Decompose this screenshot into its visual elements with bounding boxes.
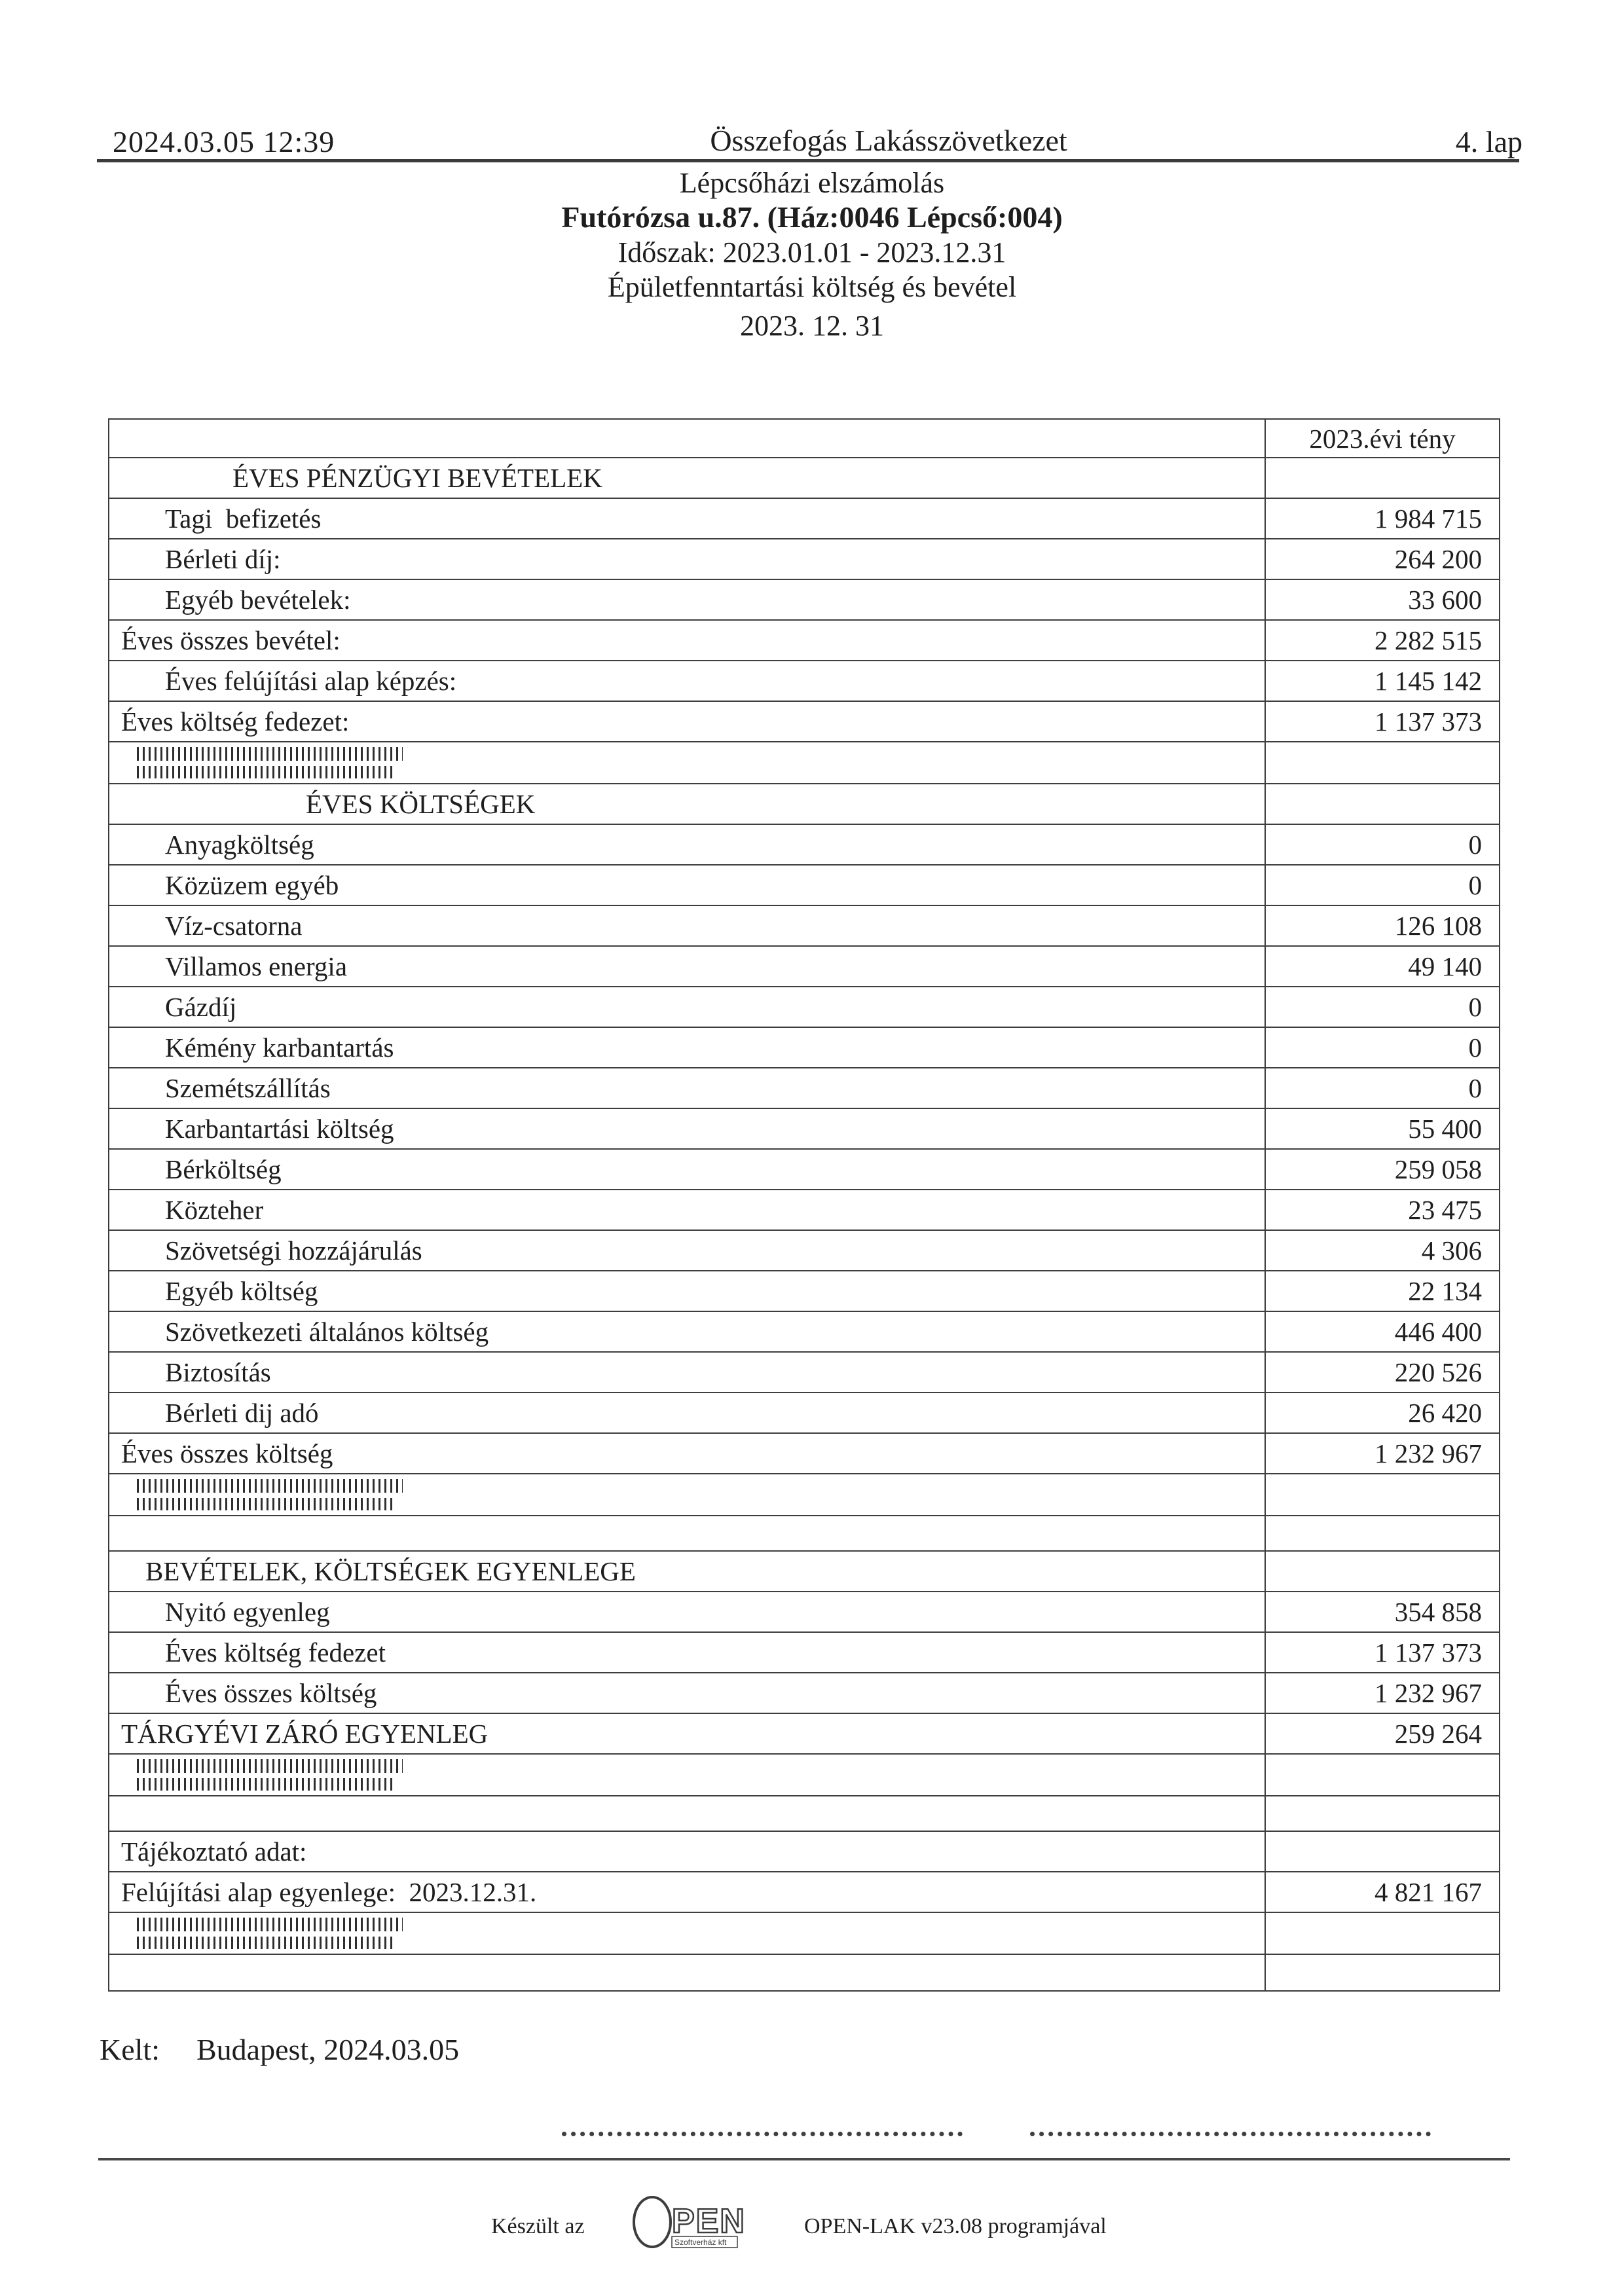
- row-label-cell: Tájékoztató adat:: [109, 1832, 1266, 1871]
- table-header-row: [109, 420, 1499, 458]
- table-row: [109, 987, 1499, 1028]
- row-value-cell: 1 137 373: [1375, 706, 1482, 737]
- hatch-mark: [137, 1937, 394, 1949]
- row-label-cell: [109, 1516, 1266, 1550]
- table-row: [109, 458, 1499, 499]
- table-row: [109, 1231, 1499, 1271]
- row-label-cell: Szemétszállítás: [109, 1068, 1266, 1108]
- row-value-cell: [1266, 1552, 1499, 1591]
- table-row: [109, 1955, 1499, 1990]
- row-value-cell: 33 600: [1408, 585, 1482, 615]
- hatch-mark: [137, 1759, 403, 1773]
- row-value-cell: 26 420: [1408, 1398, 1482, 1428]
- table-row: [109, 1434, 1499, 1474]
- row-value-cell: 1 232 967: [1375, 1438, 1482, 1468]
- section-label-cell: ÉVES KÖLTSÉGEK: [109, 784, 1266, 824]
- row-label-cell: Éves összes költség: [109, 1434, 1266, 1473]
- row-label-cell: Víz-csatorna: [109, 906, 1266, 945]
- table-row: [109, 1872, 1499, 1913]
- table-row: [109, 1633, 1499, 1673]
- row-label-cell: Éves költség fedezet: [109, 1633, 1266, 1672]
- dated-at-line: [100, 2032, 459, 2067]
- row-value-cell: 0: [1468, 992, 1482, 1022]
- row-value-cell: [1266, 784, 1499, 824]
- table-row: [109, 621, 1499, 661]
- row-label-cell: Éves költség fedezet:: [109, 702, 1266, 741]
- table-row: [109, 1393, 1499, 1434]
- row-value-cell: 49 140: [1408, 951, 1482, 981]
- table-row: [109, 1190, 1499, 1231]
- row-value-cell: [1266, 1913, 1499, 1954]
- doc-address: Futórózsa u.87. (Ház:0046 Lépcső:004): [561, 200, 1063, 234]
- corner-cell: [109, 420, 1266, 457]
- signature-dotted-line: [562, 2109, 963, 2136]
- table-row: [109, 1312, 1499, 1353]
- open-logo: [630, 2192, 754, 2255]
- row-value-cell: 0: [1468, 829, 1482, 860]
- organization-name: Összefogás Lakásszövetkezet: [710, 124, 1067, 157]
- row-label-cell: Szövetségi hozzájárulás: [109, 1231, 1266, 1270]
- row-value-cell: 2 282 515: [1375, 625, 1482, 655]
- row-value-cell: [1266, 458, 1499, 498]
- table-row: [109, 1068, 1499, 1109]
- table-row: [109, 499, 1499, 539]
- row-label-cell: Közüzem egyéb: [109, 866, 1266, 905]
- footer-rule: [98, 2158, 1510, 2160]
- row-label-cell: Kémény karbantartás: [109, 1028, 1266, 1067]
- page-number: 4. lap: [1455, 125, 1522, 158]
- hatch-mark: [137, 1918, 403, 1931]
- table-body: [109, 458, 1499, 1990]
- row-label-cell: Felújítási alap egyenlege: 2023.12.31.: [109, 1872, 1266, 1912]
- table-row: [109, 1516, 1499, 1552]
- row-label-cell: Szövetkezeti általános költség: [109, 1312, 1266, 1351]
- doc-subtitle: Épületfenntartási költség és bevétel: [607, 271, 1017, 303]
- table-row: [109, 1913, 1499, 1955]
- statement-table: [108, 418, 1500, 1992]
- row-value-cell: 259 264: [1394, 1719, 1482, 1749]
- row-label-cell: Éves összes költség: [109, 1673, 1266, 1713]
- section-label-cell: ÉVES PÉNZÜGYI BEVÉTELEK: [109, 458, 1266, 498]
- row-label-cell: Közteher: [109, 1190, 1266, 1230]
- row-value-cell: [1266, 742, 1499, 783]
- row-label-cell: Anyagköltség: [109, 825, 1266, 864]
- row-value-cell: 1 984 715: [1375, 503, 1482, 534]
- hatch-mark: [137, 1498, 394, 1510]
- row-value-cell: 23 475: [1408, 1195, 1482, 1225]
- row-value-cell: 0: [1468, 870, 1482, 900]
- row-value-cell: [1266, 1755, 1499, 1795]
- table-row: [109, 1796, 1499, 1832]
- row-value-cell: 0: [1468, 1032, 1482, 1063]
- header-rule: [97, 159, 1519, 162]
- hatch-mark: [137, 1778, 394, 1791]
- row-value-cell: 22 134: [1408, 1276, 1482, 1306]
- table-row: [109, 539, 1499, 580]
- row-value-cell: 220 526: [1394, 1357, 1482, 1387]
- print-datetime: 2024.03.05 12:39: [113, 125, 335, 158]
- table-row: [109, 947, 1499, 987]
- doc-date: 2023. 12. 31: [740, 310, 884, 342]
- hatch-mark: [137, 747, 403, 761]
- doc-title: Lépcsőházi elszámolás: [679, 167, 945, 199]
- footer-made-with-text: Készült az: [491, 2214, 585, 2238]
- row-value-cell: 4 306: [1421, 1235, 1482, 1266]
- row-value-cell: 1 145 142: [1375, 666, 1482, 696]
- row-value-cell: 1 232 967: [1375, 1678, 1482, 1708]
- row-label-cell: Bérleti dij adó: [109, 1393, 1266, 1432]
- row-value-cell: 55 400: [1408, 1114, 1482, 1144]
- table-row: [109, 1714, 1499, 1755]
- table-row: [109, 1755, 1499, 1796]
- row-label-cell: Egyéb bevételek:: [109, 580, 1266, 619]
- table-row: [109, 784, 1499, 825]
- row-value-cell: 259 058: [1394, 1154, 1482, 1184]
- table-row: [109, 1150, 1499, 1190]
- row-value-cell: [1266, 1796, 1499, 1831]
- logo-o-icon: [634, 2197, 671, 2247]
- kelt-label: Kelt:: [100, 2033, 160, 2066]
- row-value-cell: 1 137 373: [1375, 1637, 1482, 1667]
- row-value-cell: [1266, 1955, 1499, 1990]
- footer-app-name: OPEN-LAK v23.08 programjával: [804, 2214, 1107, 2238]
- row-label-cell: Bérleti díj:: [109, 539, 1266, 579]
- row-label-cell: [109, 1913, 1266, 1954]
- row-value-cell: [1266, 1474, 1499, 1515]
- row-value-cell: 0: [1468, 1073, 1482, 1103]
- row-label-cell: TÁRGYÉVI ZÁRÓ EGYENLEG: [109, 1714, 1266, 1753]
- row-label-cell: Karbantartási költség: [109, 1109, 1266, 1148]
- row-label-cell: [109, 742, 1266, 783]
- row-value-cell: 446 400: [1394, 1317, 1482, 1347]
- row-value-cell: 354 858: [1394, 1597, 1482, 1627]
- value-column-header: 2023.évi tény: [1309, 423, 1456, 454]
- row-value-cell: 126 108: [1394, 911, 1482, 941]
- row-label-cell: Éves összes bevétel:: [109, 621, 1266, 660]
- logo-letters: PEN: [672, 2202, 746, 2240]
- row-label-cell: [109, 1755, 1266, 1795]
- row-value-cell: [1266, 1832, 1499, 1871]
- row-label-cell: Biztosítás: [109, 1353, 1266, 1392]
- table-row: [109, 1552, 1499, 1592]
- row-label-cell: [109, 1796, 1266, 1831]
- row-value-cell: 264 200: [1394, 544, 1482, 574]
- table-row: [109, 580, 1499, 621]
- table-row: [109, 825, 1499, 866]
- row-label-cell: Éves felújítási alap képzés:: [109, 661, 1266, 701]
- table-row: [109, 1832, 1499, 1872]
- row-label-cell: [109, 1955, 1266, 1990]
- row-label-cell: Nyitó egyenleg: [109, 1592, 1266, 1631]
- section-label-cell: BEVÉTELEK, KÖLTSÉGEK EGYENLEGE: [109, 1552, 1266, 1591]
- table-row: [109, 702, 1499, 742]
- row-label-cell: Egyéb költség: [109, 1271, 1266, 1311]
- row-value-cell: [1266, 1516, 1499, 1550]
- kelt-value: Budapest, 2024.03.05: [196, 2033, 460, 2066]
- table-row: [109, 1673, 1499, 1714]
- logo-subtext: Szoftverház kft: [674, 2238, 727, 2247]
- signature-dotted-line: [1030, 2109, 1431, 2136]
- table-row: [109, 742, 1499, 784]
- row-label-cell: Bérköltség: [109, 1150, 1266, 1189]
- table-row: [109, 661, 1499, 702]
- table-row: [109, 866, 1499, 906]
- row-label-cell: Gázdíj: [109, 987, 1266, 1027]
- hatch-mark: [137, 766, 394, 778]
- table-row: [109, 1592, 1499, 1633]
- hatch-mark: [137, 1479, 403, 1493]
- table-row: [109, 906, 1499, 947]
- table-row: [109, 1028, 1499, 1068]
- row-value-cell: 4 821 167: [1375, 1877, 1482, 1907]
- row-label-cell: Villamos energia: [109, 947, 1266, 986]
- table-row: [109, 1353, 1499, 1393]
- row-label-cell: Tagi befizetés: [109, 499, 1266, 538]
- table-row: [109, 1271, 1499, 1312]
- doc-period: Időszak: 2023.01.01 - 2023.12.31: [618, 236, 1006, 268]
- row-label-cell: [109, 1474, 1266, 1515]
- table-row: [109, 1109, 1499, 1150]
- table-row: [109, 1474, 1499, 1516]
